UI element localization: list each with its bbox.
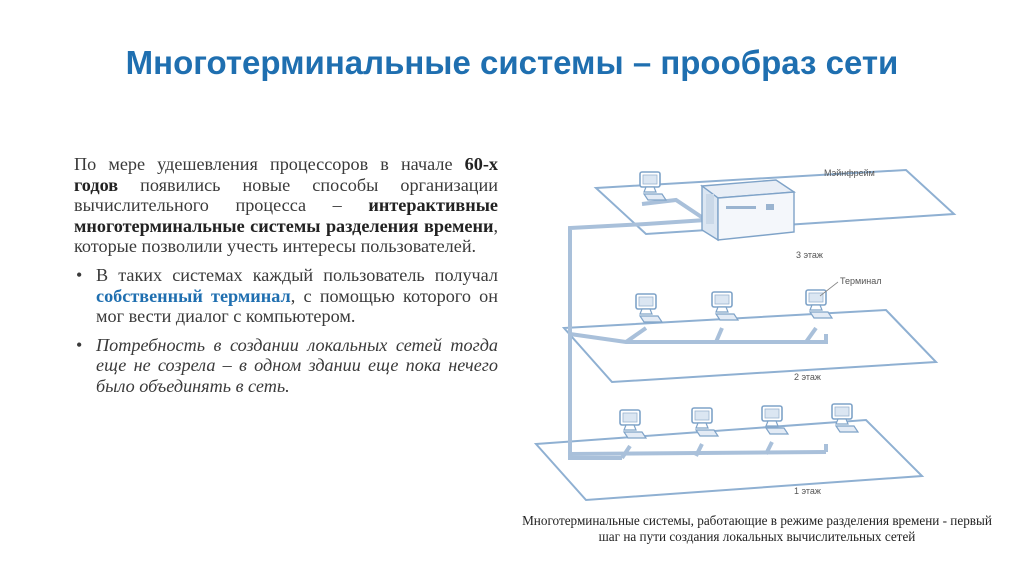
bullet1-text-2: , с помощью которого он мог вести диалог с компьютером.: [96, 285, 498, 327]
bullet-marker: •: [76, 334, 83, 355]
terminal-icon: [832, 404, 858, 432]
intro-text-3: , которые позволили учесть интересы пользователей.: [74, 215, 498, 257]
label-floor-2: 2 этаж: [794, 372, 821, 382]
intro-text-2: появились новые способы организации вычислительного процесса –: [74, 174, 498, 216]
bullet1-text-1: В таких системах каждый пользователь получал: [96, 264, 498, 285]
label-floor-3: 3 этаж: [796, 250, 823, 260]
terminal-pointer: [820, 282, 838, 296]
multiterminal-diagram: [526, 158, 966, 514]
label-floor-1: 1 этаж: [794, 486, 821, 496]
diagram-caption: Многотерминальные системы, работающие в режиме разделения времени - первый шаг на пути создания локальных вычислительных сетей: [522, 513, 992, 544]
terminal-icon: [712, 292, 738, 320]
intro-bold-decade: 60-х годов: [74, 154, 498, 195]
bullet-local-networks: [74, 335, 498, 397]
floor-plane-2: [564, 310, 936, 382]
label-terminal: Терминал: [840, 276, 882, 286]
text-column: [74, 154, 498, 397]
bullet-terminal: [74, 265, 498, 327]
intro-bold-systems: интерактивные многотерминальные системы разделения времени: [74, 195, 498, 236]
terminal-icon: [620, 410, 646, 438]
slide-title: Многотерминальные системы – прообраз сети: [125, 44, 899, 81]
terminal-icon: [640, 172, 666, 200]
bullet2-text: Потребность в создании локальных сетей тогда еще не созрела – в одном здании еще пока нечего было объединять в сеть.: [96, 334, 498, 396]
label-mainframe: Мэйнфрейм: [824, 168, 875, 178]
bullet-marker: •: [76, 264, 83, 285]
terminal-icon: [762, 406, 788, 434]
bullet1-highlight: собственный терминал: [96, 285, 291, 306]
terminal-icon: [636, 294, 662, 322]
mainframe-icon: [702, 180, 794, 240]
intro-text-1: По мере удешевления процессоров в начале: [74, 154, 465, 174]
intro-paragraph: [74, 154, 498, 257]
